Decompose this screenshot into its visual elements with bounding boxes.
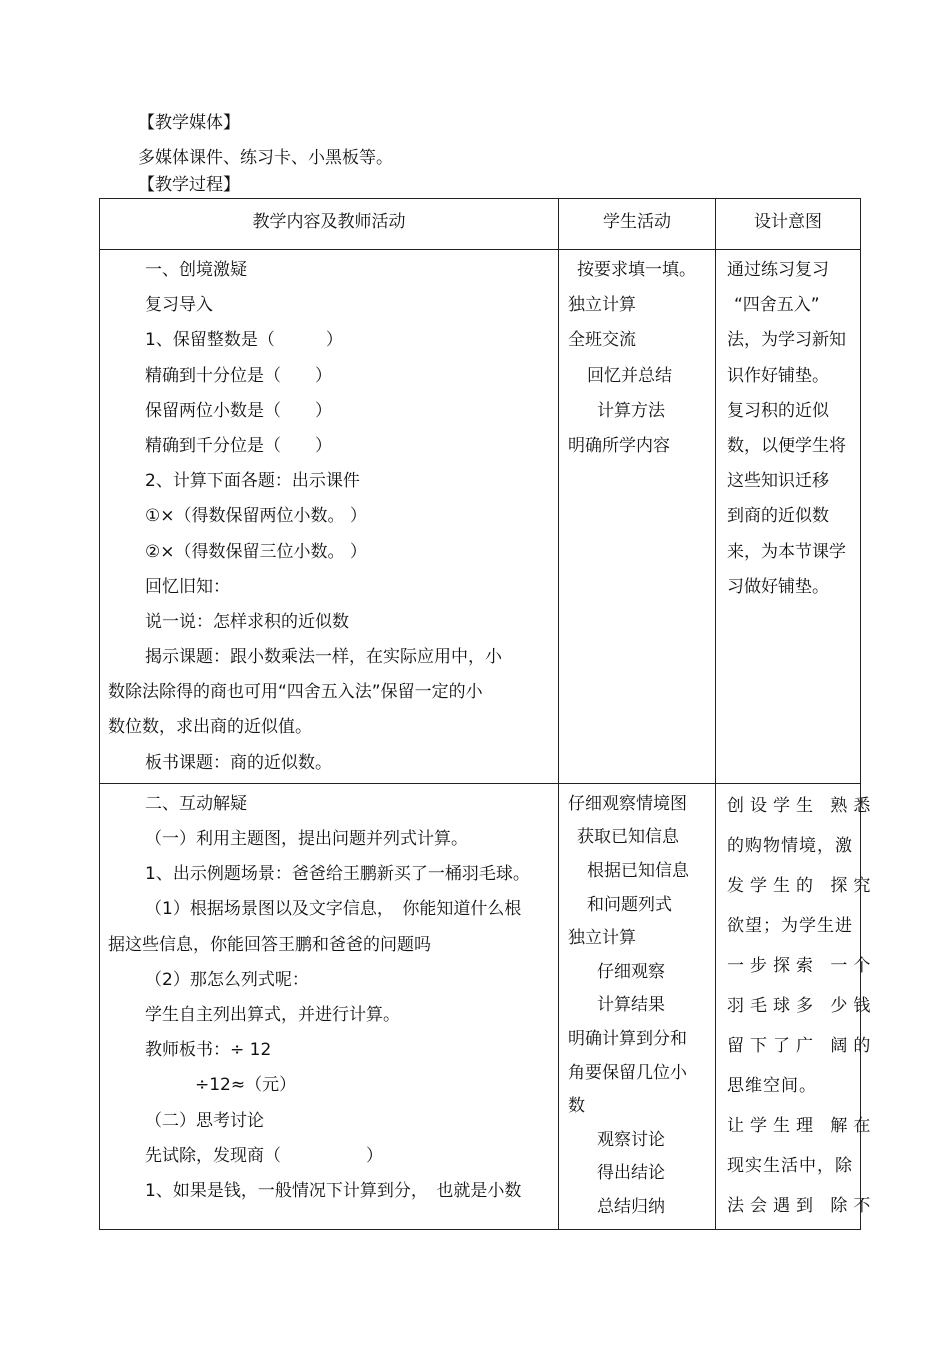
cell-text-line: 的购物情境，激 [727,835,853,856]
cell-text-line: 1、如果是钱，一般情况下计算到分， 也就是小数 [145,1180,522,1201]
cell-text-line: 发学生的 探究 [727,875,877,896]
cell-text-line: 数，以便学生将 [727,435,846,456]
cell-text-line: （一）利用主题图，提出问题并列式计算。 [145,829,468,849]
cell-text-line: 和问题列式 [587,894,672,915]
cell-text-line: 数 [568,1096,585,1117]
cell-text-line: 回忆旧知： [145,576,230,597]
cell-text-line: 揭示课题：跟小数乘法一样，在实际应用中，小 [145,647,502,668]
cell-text-line: 这些知识迁移 [727,471,829,492]
media-body: 多媒体课件、练习卡、小黑板等。 [138,148,393,168]
table-row [100,783,861,1229]
header-teacher-activity: 教学内容及教师活动 [100,199,559,250]
cell-text-line: 总结归纳 [597,1196,665,1217]
cell-text-line: 学生自主列出算式，并进行计算。 [145,1004,400,1025]
row1-student-cell [559,250,716,784]
cell-text-line: 先试除，发现商（ ） [145,1145,383,1166]
cell-text-line: 观察讨论 [597,1129,665,1150]
cell-text-line: 复习积的近似 [727,400,829,421]
row2-teacher-cell [100,783,559,1229]
cell-text-line: 识作好铺垫。 [727,365,829,386]
cell-text-line: 板书课题：商的近似数。 [145,752,332,773]
cell-text-line: 计算结果 [597,995,665,1016]
cell-text-line: （2）那怎么列式呢： [145,969,309,990]
cell-text-line: 教师板书：÷ 12 [145,1040,272,1061]
cell-text-line: 数位数，求出商的近似值。 [108,717,312,738]
media-heading: 【教学媒体】 [138,113,240,133]
cell-text-line: 法，为学习新知 [727,330,846,351]
cell-text-line: 保留两位小数是（ ） [145,400,332,421]
cell-text-line: 独立计算 [568,928,636,949]
cell-text-line: 羽毛球多 少钱 [727,995,877,1016]
cell-text-line: 角要保留几位小 [568,1062,687,1083]
cell-text-line: 欲望；为学生进 [727,915,853,936]
cell-text-line: 全班交流 [568,330,636,351]
cell-text-line: （1）根据场景图以及文字信息， 你能知道什么根 [145,899,522,920]
cell-text-line: 获取已知信息 [577,827,679,848]
cell-text-line: ②×（得数保留三位小数。 ） [145,541,367,562]
cell-text-line: 独立计算 [568,295,636,316]
row1-teacher-cell [100,250,559,784]
cell-text-line: 按要求填一填。 [577,260,696,280]
cell-text-line: 思维空间。 [727,1075,817,1096]
cell-text-line: 仔细观察 [597,961,665,982]
cell-text-line: 明确计算到分和 [568,1028,687,1049]
process-heading: 【教学过程】 [138,175,240,195]
cell-text-line: 根据已知信息 [587,861,689,881]
cell-text-line: 现实生活中，除 [727,1155,853,1176]
row2-student-cell [559,783,716,1229]
lesson-process-table [99,198,877,1230]
row2-intent-cell [716,783,877,1229]
table-row [100,250,861,784]
cell-text-line: 数除法除得的商也可用“四舍五入法”保留一定的小 [108,682,483,703]
cell-text-line: 复习导入 [145,295,213,316]
cell-text-line: 回忆并总结 [587,365,672,386]
cell-text-line: ÷12≈（元） [195,1075,297,1096]
header-design-intent: 设计意图 [716,199,861,250]
cell-text-line: 得出结论 [597,1163,665,1184]
table-header-row [100,199,861,250]
cell-text-line: 一步探索 一个 [727,955,877,976]
cell-text-line: 据这些信息，你能回答王鹏和爸爸的问题吗 [108,934,431,955]
header-student-activity: 学生活动 [559,199,716,250]
row1-intent-cell [716,250,861,784]
cell-text-line: 精确到十分位是（ ） [145,365,332,386]
cell-text-line: “四舍五入” [734,295,820,316]
cell-text-line: 仔细观察情境图 [568,793,687,814]
cell-text-line: 二、互动解疑 [145,793,247,814]
cell-text-line: 通过练习复习 [727,260,829,280]
cell-text-line: 到商的近似数 [727,506,829,527]
cell-text-line: 创设学生 熟悉 [727,795,877,816]
cell-text-line: 明确所学内容 [568,435,670,456]
cell-text-line: 2、计算下面各题：出示课件 [145,471,360,492]
cell-text-line: 让学生理 解在 [727,1115,877,1136]
cell-text-line: ①×（得数保留两位小数。 ） [145,506,367,527]
cell-text-line: （二）思考讨论 [145,1110,264,1131]
cell-text-line: 留下了广 阔的 [727,1035,877,1056]
cell-text-line: 习做好铺垫。 [727,576,829,597]
cell-text-line: 1、出示例题场景：爸爸给王鹏新买了一桶羽毛球。 [145,864,530,885]
cell-text-line: 计算方法 [597,400,665,421]
cell-text-line: 一、创境激疑 [145,260,247,280]
cell-text-line: 精确到千分位是（ ） [145,435,332,456]
cell-text-line: 说一说：怎样求积的近似数 [145,611,349,632]
cell-text-line: 法会遇到 除不 [727,1195,877,1216]
cell-text-line: 来，为本节课学 [727,541,846,562]
cell-text-line: 1、保留整数是（ ） [145,330,343,351]
